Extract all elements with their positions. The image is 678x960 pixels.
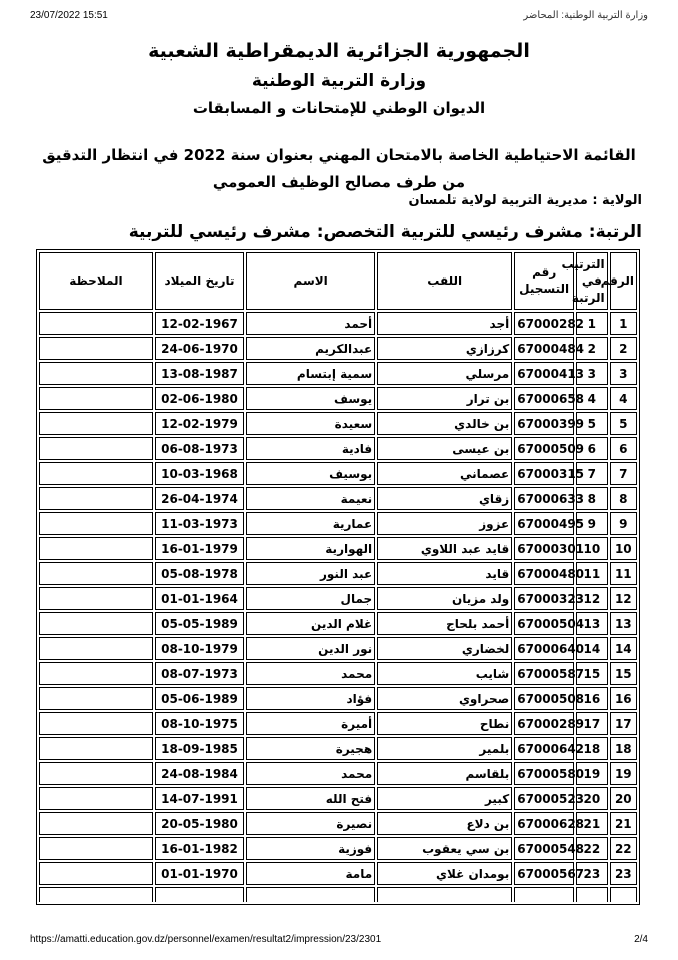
header-last-name: اللقب — [377, 252, 512, 310]
row-dob: 06-08-1973 — [155, 437, 244, 460]
row-note — [39, 437, 153, 460]
row-num: 23 — [610, 862, 637, 885]
table-row — [39, 512, 637, 535]
empty-cell — [610, 887, 637, 902]
print-page-number: 2/4 — [634, 934, 648, 945]
row-dob: 05-05-1989 — [155, 612, 244, 635]
row-note — [39, 662, 153, 685]
row-dob: 08-10-1979 — [155, 637, 244, 660]
row-note — [39, 787, 153, 810]
row-dob: 12-02-1967 — [155, 312, 244, 335]
row-rank: 19 — [576, 762, 607, 785]
row-num: 2 — [610, 337, 637, 360]
row-rank: 21 — [576, 812, 607, 835]
row-dob: 16-01-1979 — [155, 537, 244, 560]
row-note — [39, 862, 153, 885]
row-note — [39, 737, 153, 760]
row-reg: 67000495 — [514, 512, 574, 535]
empty-cell — [576, 887, 607, 902]
row-reg: 67000509 — [514, 437, 574, 460]
table-row — [39, 387, 637, 410]
row-last-name: بن عيسى — [377, 437, 512, 460]
row-rank: 20 — [576, 787, 607, 810]
row-note — [39, 412, 153, 435]
browser-print-footer — [30, 934, 648, 948]
row-first-name: محمد — [246, 762, 375, 785]
row-reg: 67000628 — [514, 812, 574, 835]
row-last-name: نطاح — [377, 712, 512, 735]
row-reg: 67000508 — [514, 687, 574, 710]
row-dob: 20-05-1980 — [155, 812, 244, 835]
header-num: الرقم — [610, 252, 637, 310]
row-num: 6 — [610, 437, 637, 460]
table-row — [39, 687, 637, 710]
row-dob: 02-06-1980 — [155, 387, 244, 410]
row-dob: 14-07-1991 — [155, 787, 244, 810]
row-reg: 67000567 — [514, 862, 574, 885]
row-first-name: فتح الله — [246, 787, 375, 810]
candidates-table — [36, 249, 640, 905]
row-note — [39, 762, 153, 785]
header-dob: تاريخ الميلاد — [155, 252, 244, 310]
row-dob: 12-02-1979 — [155, 412, 244, 435]
row-reg: 67000633 — [514, 487, 574, 510]
row-last-name: عصماني — [377, 462, 512, 485]
table-row — [39, 487, 637, 510]
table-row — [39, 462, 637, 485]
row-dob: 13-08-1987 — [155, 362, 244, 385]
table-row — [39, 562, 637, 585]
row-rank: 15 — [576, 662, 607, 685]
row-note — [39, 362, 153, 385]
table-row — [39, 437, 637, 460]
header-rank: الترتيب في الرتبة — [576, 252, 607, 310]
row-num: 17 — [610, 712, 637, 735]
row-dob: 08-10-1975 — [155, 712, 244, 735]
row-reg: 67000413 — [514, 362, 574, 385]
table-row-continued — [39, 887, 637, 902]
row-first-name: أحمد — [246, 312, 375, 335]
row-note — [39, 637, 153, 660]
row-num: 20 — [610, 787, 637, 810]
row-reg: 67000504 — [514, 612, 574, 635]
row-first-name: هجيرة — [246, 737, 375, 760]
row-rank: 10 — [576, 537, 607, 560]
row-num: 3 — [610, 362, 637, 385]
row-reg: 67000548 — [514, 837, 574, 860]
row-reg: 67000282 — [514, 312, 574, 335]
empty-cell — [39, 887, 153, 902]
row-reg: 67000480 — [514, 562, 574, 585]
row-rank: 7 — [576, 462, 607, 485]
row-num: 8 — [610, 487, 637, 510]
table-row — [39, 662, 637, 685]
browser-print-header — [30, 10, 648, 24]
row-reg: 67000301 — [514, 537, 574, 560]
row-first-name: سعيدة — [246, 412, 375, 435]
row-num: 9 — [610, 512, 637, 535]
table-row — [39, 837, 637, 860]
office-heading: الديوان الوطني للإمتحانات و المسابقات — [192, 99, 486, 117]
row-note — [39, 537, 153, 560]
print-datetime: 23/07/2022 15:51 — [30, 10, 108, 21]
row-dob: 26-04-1974 — [155, 487, 244, 510]
row-last-name: كبير — [377, 787, 512, 810]
row-num: 12 — [610, 587, 637, 610]
row-first-name: نعيمة — [246, 487, 375, 510]
header-first-name: الاسم — [246, 252, 375, 310]
row-note — [39, 687, 153, 710]
row-last-name: عزوز — [377, 512, 512, 535]
row-rank: 17 — [576, 712, 607, 735]
row-first-name: يوسف — [246, 387, 375, 410]
table-row — [39, 787, 637, 810]
row-dob: 24-06-1970 — [155, 337, 244, 360]
table-row — [39, 862, 637, 885]
empty-cell — [155, 887, 244, 902]
row-last-name: بلمير — [377, 737, 512, 760]
row-first-name: مامة — [246, 862, 375, 885]
row-dob: 05-08-1978 — [155, 562, 244, 585]
row-reg: 67000658 — [514, 387, 574, 410]
table-row — [39, 537, 637, 560]
table-row — [39, 312, 637, 335]
row-dob: 01-01-1970 — [155, 862, 244, 885]
row-dob: 10-03-1968 — [155, 462, 244, 485]
row-rank: 3 — [576, 362, 607, 385]
row-num: 14 — [610, 637, 637, 660]
row-first-name: الهوارية — [246, 537, 375, 560]
row-rank: 18 — [576, 737, 607, 760]
row-last-name: كرزازي — [377, 337, 512, 360]
row-last-name: أحمد بلحاج — [377, 612, 512, 635]
table-row — [39, 587, 637, 610]
row-note — [39, 562, 153, 585]
row-last-name: بن سي يعقوب — [377, 837, 512, 860]
row-first-name: فؤاد — [246, 687, 375, 710]
row-last-name: شايب — [377, 662, 512, 685]
row-num: 21 — [610, 812, 637, 835]
row-rank: 13 — [576, 612, 607, 635]
republic-heading: الجمهورية الجزائرية الديمقراطية الشعبية — [148, 40, 530, 62]
wilaya-label: الولاية : مديرية التربية لولاية تلمسان — [408, 193, 642, 208]
print-page-title: وزارة التربية الوطنية: المحاضر — [523, 10, 648, 21]
row-reg: 67000640 — [514, 637, 574, 660]
row-note — [39, 612, 153, 635]
row-last-name: بومدان غلاي — [377, 862, 512, 885]
row-rank: 23 — [576, 862, 607, 885]
row-rank: 16 — [576, 687, 607, 710]
row-first-name: عبدالكريم — [246, 337, 375, 360]
document-title: القائمة الاحتياطية الخاصة بالامتحان المهني بعنوان سنة 2022 في انتظار التدقيق من طرف مصالح الوظيف العمومي — [42, 146, 636, 191]
row-note — [39, 312, 153, 335]
ministry-heading: وزارة التربية الوطنية — [251, 71, 427, 91]
row-last-name: مرسلي — [377, 362, 512, 385]
row-rank: 22 — [576, 837, 607, 860]
row-num: 11 — [610, 562, 637, 585]
row-first-name: فوزية — [246, 837, 375, 860]
rank-label: الرتبة: مشرف رئيسي للتربية التخصص: مشرف رئيسي للتربية — [128, 222, 642, 242]
header-note: الملاحظة — [39, 252, 153, 310]
table-row — [39, 362, 637, 385]
row-dob: 05-06-1989 — [155, 687, 244, 710]
row-first-name: بوسيف — [246, 462, 375, 485]
row-note — [39, 462, 153, 485]
row-note — [39, 837, 153, 860]
row-rank: 12 — [576, 587, 607, 610]
row-note — [39, 387, 153, 410]
row-note — [39, 812, 153, 835]
row-reg: 67000399 — [514, 412, 574, 435]
row-note — [39, 487, 153, 510]
row-last-name: أجد — [377, 312, 512, 335]
row-first-name: جمال — [246, 587, 375, 610]
row-num: 22 — [610, 837, 637, 860]
row-num: 1 — [610, 312, 637, 335]
table-row — [39, 712, 637, 735]
row-dob: 01-01-1964 — [155, 587, 244, 610]
row-rank: 14 — [576, 637, 607, 660]
row-first-name: نصيرة — [246, 812, 375, 835]
header-reg: رقم التسجيل — [514, 252, 574, 310]
row-last-name: قايد — [377, 562, 512, 585]
empty-cell — [514, 887, 574, 902]
row-last-name: بن خالدي — [377, 412, 512, 435]
row-first-name: عبد النور — [246, 562, 375, 585]
table-header-row — [39, 252, 637, 310]
row-last-name: بلقاسم — [377, 762, 512, 785]
row-first-name: فادية — [246, 437, 375, 460]
row-first-name: محمد — [246, 662, 375, 685]
row-reg: 67000323 — [514, 587, 574, 610]
row-rank: 1 — [576, 312, 607, 335]
print-url: https://amatti.education.gov.dz/personnel/examen/resultat2/impression/23/2301 — [30, 934, 382, 945]
row-last-name: قايد عبد اللاوي — [377, 537, 512, 560]
row-dob: 24-08-1984 — [155, 762, 244, 785]
row-num: 19 — [610, 762, 637, 785]
row-num: 7 — [610, 462, 637, 485]
row-reg: 67000642 — [514, 737, 574, 760]
row-rank: 2 — [576, 337, 607, 360]
table-row — [39, 737, 637, 760]
table-row — [39, 337, 637, 360]
row-rank: 6 — [576, 437, 607, 460]
table-row — [39, 612, 637, 635]
row-num: 10 — [610, 537, 637, 560]
row-last-name: بن ترار — [377, 387, 512, 410]
row-first-name: أميرة — [246, 712, 375, 735]
empty-cell — [246, 887, 375, 902]
row-last-name: زقاي — [377, 487, 512, 510]
row-rank: 11 — [576, 562, 607, 585]
row-dob: 16-01-1982 — [155, 837, 244, 860]
row-num: 18 — [610, 737, 637, 760]
empty-cell — [377, 887, 512, 902]
row-rank: 5 — [576, 412, 607, 435]
row-note — [39, 512, 153, 535]
row-rank: 4 — [576, 387, 607, 410]
row-reg: 67000587 — [514, 662, 574, 685]
row-last-name: ولد مزيان — [377, 587, 512, 610]
row-last-name: بن دلاع — [377, 812, 512, 835]
row-note — [39, 587, 153, 610]
row-first-name: سمية إبتسام — [246, 362, 375, 385]
row-first-name: غلام الدين — [246, 612, 375, 635]
row-num: 15 — [610, 662, 637, 685]
row-last-name: لخضاري — [377, 637, 512, 660]
row-dob: 18-09-1985 — [155, 737, 244, 760]
table-row — [39, 637, 637, 660]
row-dob: 11-03-1973 — [155, 512, 244, 535]
row-note — [39, 337, 153, 360]
row-last-name: صحراوي — [377, 687, 512, 710]
row-rank: 8 — [576, 487, 607, 510]
row-reg: 67000484 — [514, 337, 574, 360]
row-reg: 67000315 — [514, 462, 574, 485]
row-num: 13 — [610, 612, 637, 635]
row-reg: 67000580 — [514, 762, 574, 785]
table-row — [39, 412, 637, 435]
row-num: 5 — [610, 412, 637, 435]
table-row — [39, 762, 637, 785]
row-num: 4 — [610, 387, 637, 410]
row-first-name: عمارية — [246, 512, 375, 535]
row-rank: 9 — [576, 512, 607, 535]
row-reg: 67000289 — [514, 712, 574, 735]
row-first-name: نور الدين — [246, 637, 375, 660]
row-note — [39, 712, 153, 735]
row-num: 16 — [610, 687, 637, 710]
row-reg: 67000523 — [514, 787, 574, 810]
row-dob: 08-07-1973 — [155, 662, 244, 685]
table-row — [39, 812, 637, 835]
